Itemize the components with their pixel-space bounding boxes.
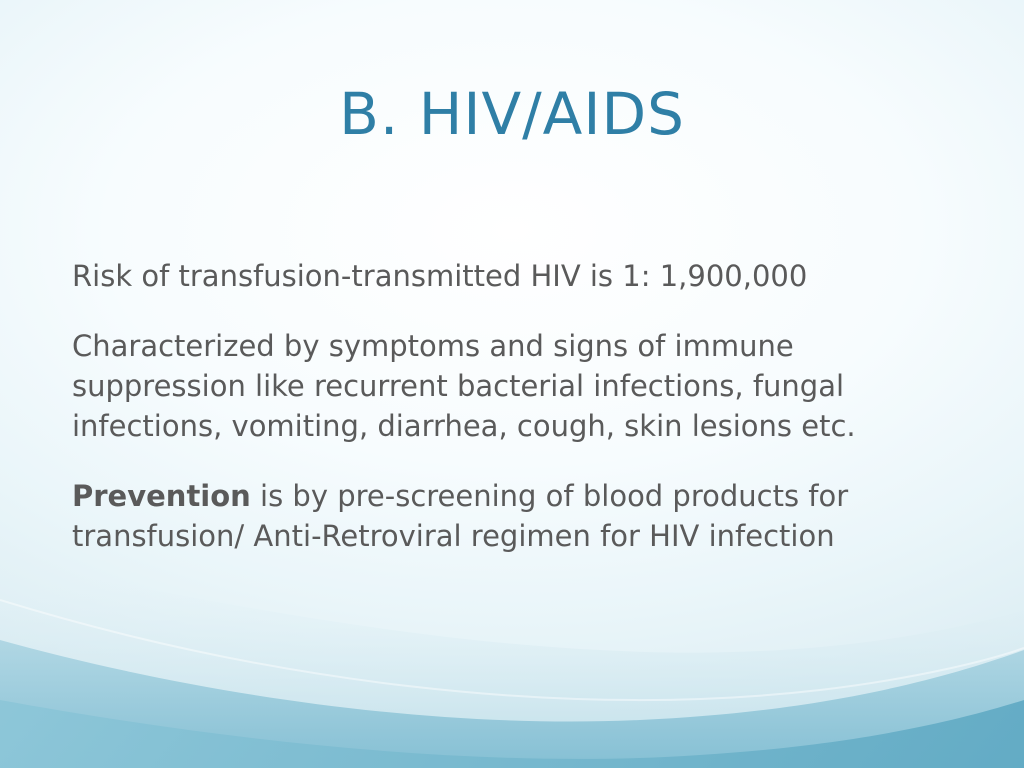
slide-title: B. HIV/AIDS (339, 80, 685, 148)
paragraph-prevention (72, 476, 972, 556)
paragraph-risk-text: Risk of transfusion-transmitted HIV is 1: 1,900,000 (72, 259, 808, 293)
paragraph-prevention-text: is by pre-screening of blood products for transfusion/ Anti-Retroviral regimen for HIV infection (72, 479, 849, 553)
paragraph-symptoms (72, 326, 972, 446)
paragraph-risk (72, 256, 972, 296)
slide-body (72, 256, 972, 586)
paragraph-symptoms-text: Characterized by symptoms and signs of immune suppression like recurrent bacterial infections, fungal infections, vomiting, diarrhea, cough, skin lesions etc. (72, 329, 856, 443)
prevention-label: Prevention (72, 479, 251, 513)
